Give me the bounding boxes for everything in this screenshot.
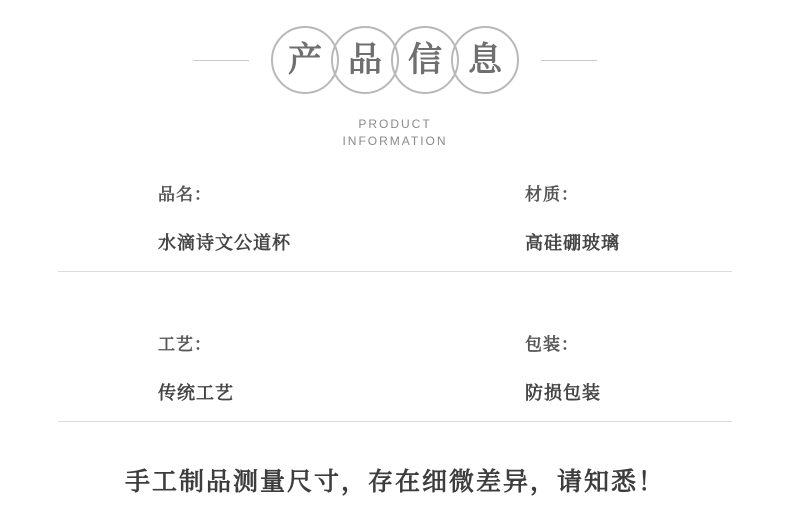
spec-cell-name [58,180,395,255]
subtitle-line-1: PRODUCT [358,117,432,131]
spec-cell-packaging [395,330,732,405]
spec-cell-craft [58,330,395,405]
subtitle-line-2: INFORMATION [342,134,448,148]
page-header [0,0,790,160]
title-char-3: 信 [408,41,442,79]
title-circle-2 [331,26,399,94]
page-subtitle [0,116,790,150]
spec-row [58,330,732,422]
spec-cell-material [395,180,732,255]
spec-value: 高硅硼玻璃 [525,233,620,253]
spec-value: 水滴诗文公道杯 [158,233,291,253]
spec-row [58,180,732,272]
spec-value: 传统工艺 [158,383,234,403]
spec-label: 包装： [525,335,579,354]
title-row [0,26,790,94]
spec-label: 品名： [158,185,212,204]
title-char-4: 息 [468,41,502,79]
title-rule-left [193,60,249,61]
title-circles [271,26,519,94]
title-rule-right [541,60,597,61]
title-circle-1 [271,26,339,94]
spec-table [58,180,732,422]
title-circle-4 [451,26,519,94]
title-circle-3 [391,26,459,94]
title-char-2: 品 [348,41,382,79]
spec-value: 防损包装 [525,383,601,403]
footnote: 手工制品测量尺寸，存在细微差异，请知悉！ [124,467,665,496]
spec-label: 材质： [525,185,579,204]
spec-label: 工艺： [158,335,212,354]
title-char-1: 产 [288,41,322,79]
